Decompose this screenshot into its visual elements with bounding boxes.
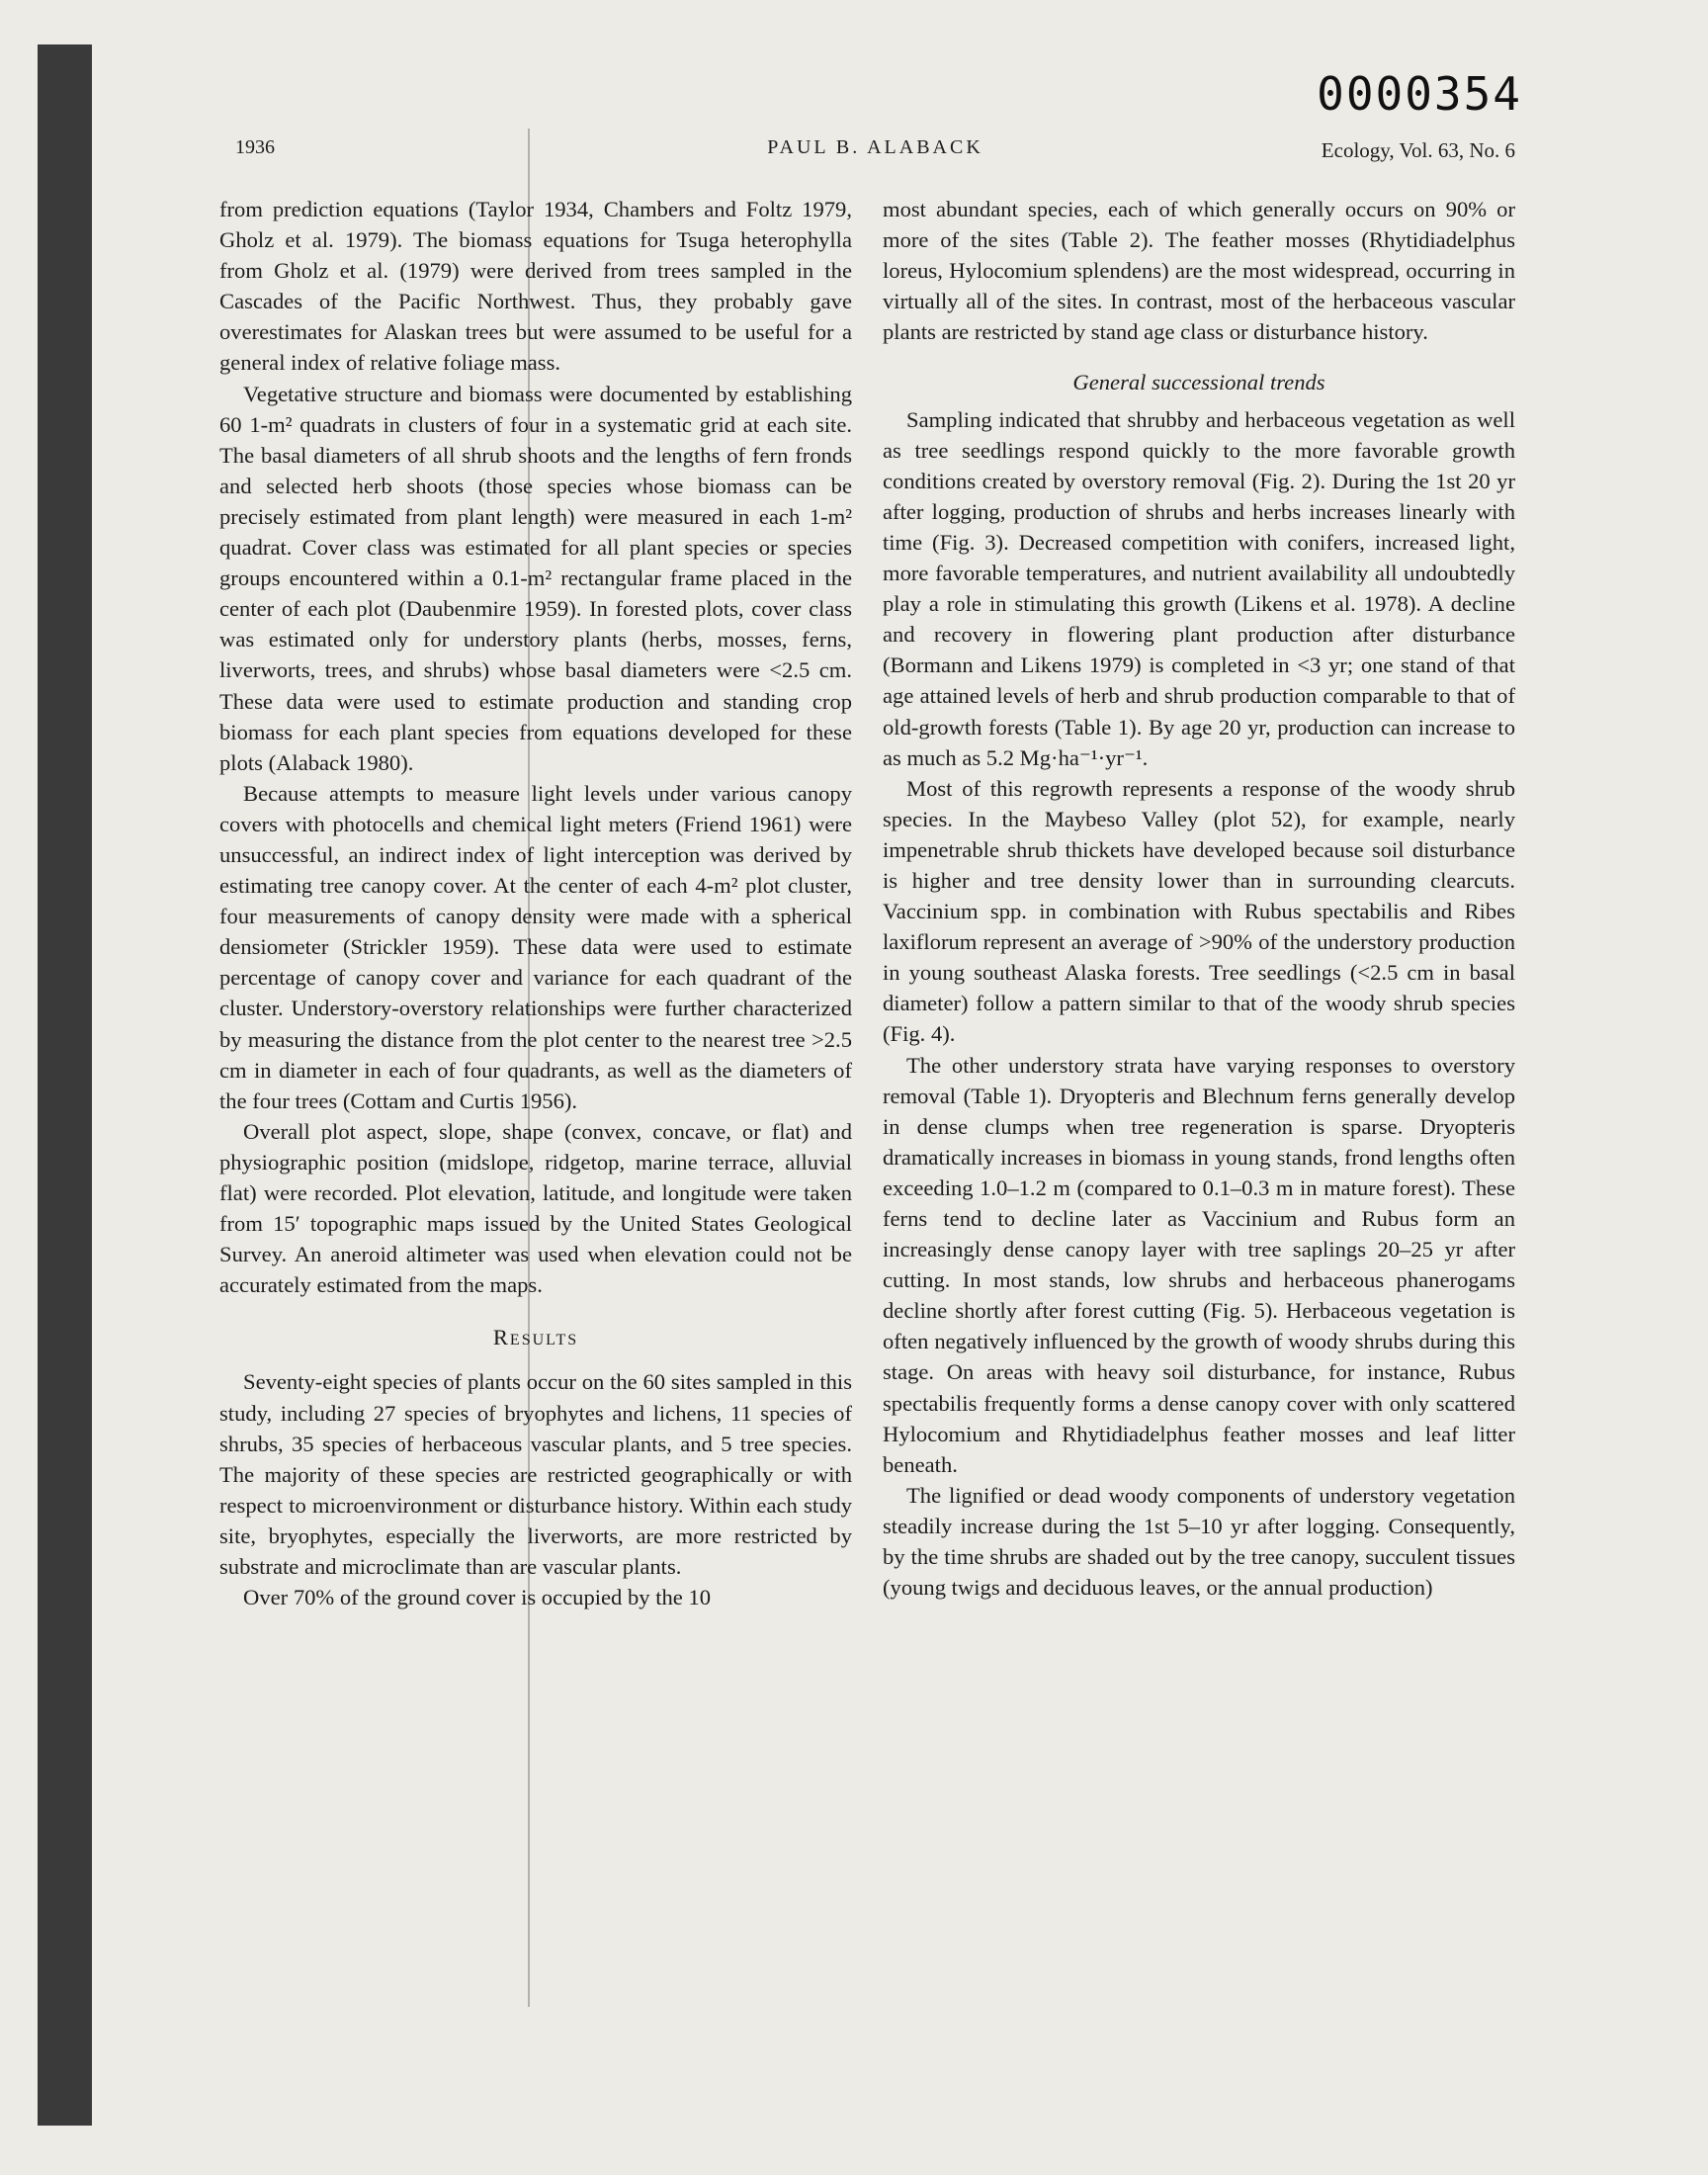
left-paragraph-5: Seventy-eight species of plants occur on the 60 sites sampled in this study, including 27 species of bryophytes and lichens, 11 species of shrubs, 35 species of herbaceous vascular plants, and 5 tree species. The majority of these species are restricted geographically or with respect to microenvironment or disturbance history. Within each study site, bryophytes, especially the liverworts, are more restricted by substrate and microclimate than are vascular plants.: [219, 1369, 852, 1580]
right-column: [883, 194, 1515, 1603]
right-paragraph-4: The other understory strata have varying responses to overstory removal (Table 1). Dryopteris and Blechnum ferns generally develop in dense clumps when tree regeneration is sparse. Dryopteris dramatically increases in biomass in young stands, frond lengths often exceeding 1.0–1.2 m (compared to 0.1–0.3 m in mature forest). These ferns tend to decline later as Vaccinium and Rubus form an increasingly dense canopy layer with tree saplings 20–25 yr after cutting. In most stands, low shrubs and herbaceous phanerogams decline shortly after forest cutting (Fig. 5). Herbaceous vegetation is often negatively influenced by the growth of woody shrubs during this stage. On areas with heavy soil disturbance, for instance, Rubus spectabilis frequently forms a dense canopy cover with only scattered Hylocomium and Rhytidiadelphus feather mosses and leaf litter beneath.: [883, 1052, 1515, 1477]
right-paragraph-2: Sampling indicated that shrubby and herbaceous vegetation as well as tree seedlings respond quickly to the more favorable growth conditions created by overstory removal (Fig. 2). During the 1st 20 yr after logging, production of shrubs and herbs increases linearly with time (Fig. 3). Decreased competition with conifers, increased light, more favorable temperatures, and nutrient availability all undoubtedly play a role in stimulating this growth (Likens et al. 1978). A decline and recovery in flowering plant production after disturbance (Bormann and Likens 1979) is completed in <3 yr; one stand of that age attained levels of herb and shrub production comparable to that of old-growth forests (Table 1). By age 20 yr, production can increase to as much as 5.2 Mg·ha⁻¹·yr⁻¹.: [883, 406, 1515, 770]
header-author: PAUL B. ALABACK: [767, 136, 983, 158]
results-heading: Results: [492, 1325, 579, 1350]
left-column: [219, 194, 852, 1612]
header-journal: Ecology, Vol. 63, No. 6: [1321, 138, 1515, 162]
left-paragraph-2: Vegetative structure and biomass were documented by establishing 60 1-m² quadrats in clusters of four in a systematic grid at each site. The basal diameters of all shrub shoots and the lengths of fern fronds and selected herb shoots (those species whose biomass can be precisely estimated from plant length) were measured in each 1-m² quadrat. Cover class was estimated for all plant species or species groups encountered within a 0.1-m² rectangular frame placed in the center of each plot (Daubenmire 1959). In forested plots, cover class was estimated only for understory plants (herbs, mosses, ferns, liverworts, trees, and shrubs) whose basal diameters were <2.5 cm. These data were used to estimate production and standing crop biomass for each plant species from equations developed for these plots (Alaback 1980).: [219, 381, 852, 775]
successional-trends-heading: General successional trends: [1072, 370, 1325, 395]
left-paragraph-1: from prediction equations (Taylor 1934, Chambers and Foltz 1979, Gholz et al. 1979). The biomass equations for Tsuga heterophylla from Gholz et al. (1979) were derived from trees sampled in the Cascades of the Pacific Northwest. Thus, they probably gave overestimates for Alaskan trees but were assumed to be useful for a general index of relative foliage mass.: [219, 197, 852, 376]
left-paragraph-3: Because attempts to measure light levels under various canopy covers with photocells and chemical light meters (Friend 1961) were unsuccessful, an indirect index of light interception was derived by estimating tree canopy cover. At the center of each 4-m² plot cluster, four measurements of canopy density were made with a spherical densiometer (Strickler 1959). These data were used to estimate percentage of canopy cover and variance for each quadrant of the cluster. Understory-overstory relationships were further characterized by measuring the distance from the plot center to the nearest tree >2.5 cm in diameter in each of four quadrants, as well as the diameters of the four trees (Cottam and Curtis 1956).: [219, 780, 852, 1113]
page-stamp-number: 0000354: [1317, 67, 1522, 121]
header-page: 1936: [235, 136, 275, 158]
left-paragraph-4: Overall plot aspect, slope, shape (convex, concave, or flat) and physiographic position (midslope, ridgetop, marine terrace, alluvial flat) were recorded. Plot elevation, latitude, and longitude were taken from 15′ topographic maps issued by the United States Geological Survey. An aneroid altimeter was used when elevation could not be accurately estimated from the maps.: [219, 1118, 852, 1298]
left-paragraph-6: Over 70% of the ground cover is occupied by the 10: [243, 1585, 712, 1610]
running-header: [235, 136, 1515, 176]
right-paragraph-5: The lignified or dead woody components of understory vegetation steadily increase during the 1st 5–10 yr after logging. Consequently, by the time shrubs are shaded out by the tree canopy, succulent tissues (young twigs and deciduous leaves, or the annual production): [883, 1482, 1515, 1601]
right-paragraph-3: Most of this regrowth represents a response of the woody shrub species. In the Maybeso Valley (plot 52), for example, nearly impenetrable shrub thickets have developed because soil disturbance is higher and tree density lower than in surrounding clearcuts. Vaccinium spp. in combination with Rubus spectabilis and Ribes laxiflorum represent an average of >90% of the understory production in young southeast Alaska forests. Tree seedlings (<2.5 cm in basal diameter) follow a pattern similar to that of the woody shrub species (Fig. 4).: [883, 775, 1515, 1047]
right-paragraph-1: most abundant species, each of which generally occurs on 90% or more of the sites (Table 2). The feather mosses (Rhytidiadelphus loreus, Hylocomium splendens) are the most widespread, occurring in virtually all of the sites. In contrast, most of the herbaceous vascular plants are restricted by stand age class or disturbance history.: [883, 197, 1515, 345]
binding-edge: [38, 44, 92, 2126]
